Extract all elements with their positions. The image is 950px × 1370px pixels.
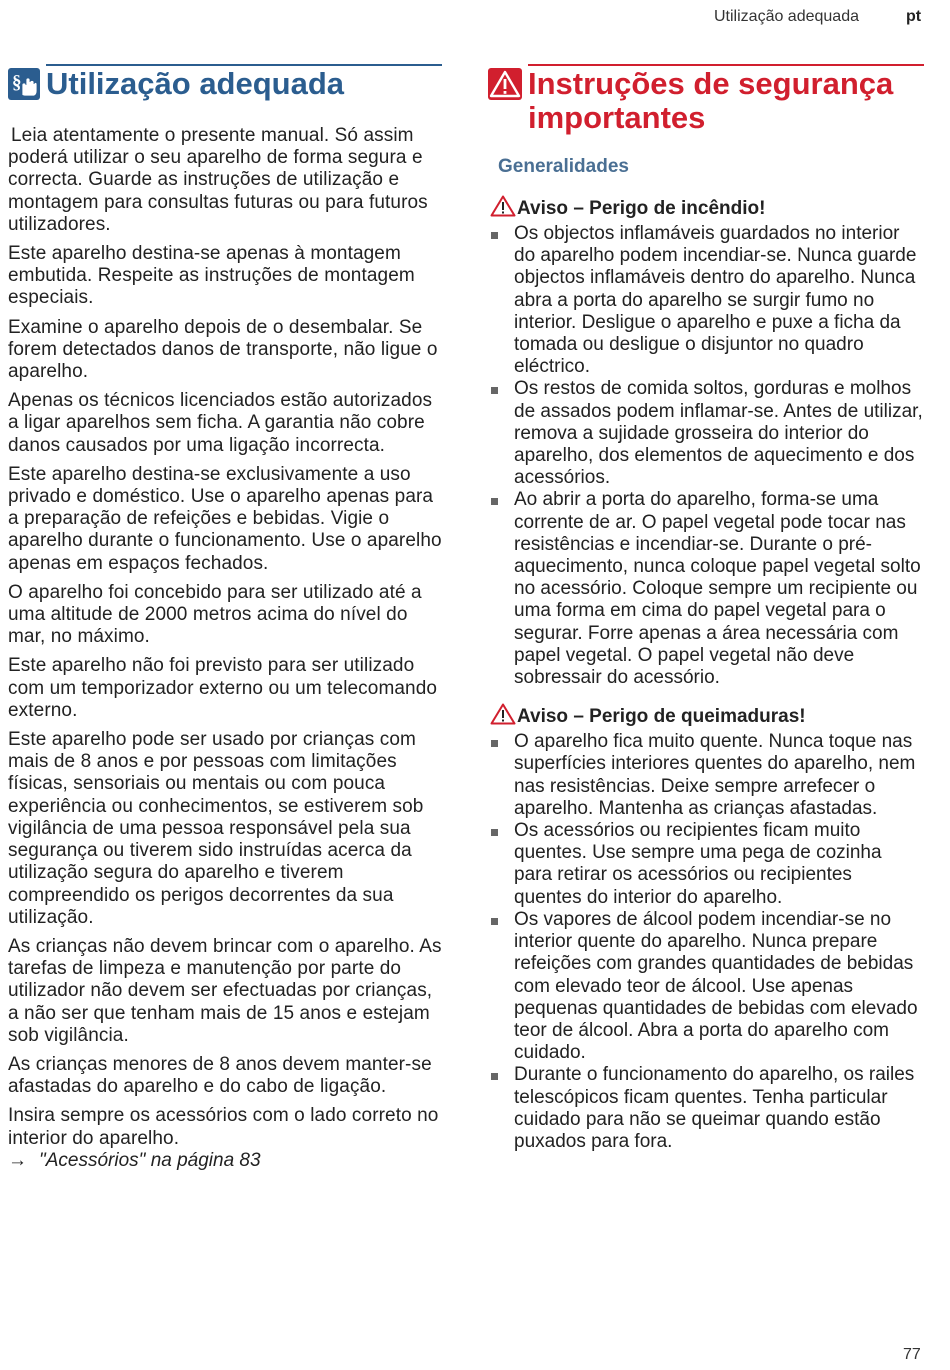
list-item [488, 223, 924, 378]
svg-text:§: § [12, 72, 22, 93]
warning-icon [490, 703, 516, 731]
warning-title-burns [490, 703, 924, 731]
list-item-text: Durante o funcionamento do aparelho, os railes telescópicos ficam quentes. Tenha particular cuidado para não se queimar quando estão puxados para fora. [514, 1064, 915, 1152]
warning-list-burns [488, 731, 924, 1153]
list-item-text: Os restos de comida soltos, gorduras e molhos de assados podem inflamar-se. Antes de utilizar, remova a sujidade grosseira do interior do aparelho, dos elementos de aquecimento e dos acessórios. [514, 378, 923, 489]
paragraph: As crianças não devem brincar com o aparelho. As tarefas de limpeza e manutenção por parte do utilizador não devem ser efectuadas por crianças, a não ser que tenham mais de 15 anos e estejam sob vigilância. [8, 935, 442, 1046]
subheading: Generalidades [498, 156, 629, 177]
left-column [8, 64, 442, 1172]
paragraph: As crianças menores de 8 anos devem manter-se afastadas do aparelho e do cabo de ligação. [8, 1053, 432, 1098]
list-item [488, 731, 924, 820]
bullet-square-icon [491, 918, 498, 925]
paragraph: Leia atentamente o presente manual. Só assim poderá utilizar o seu aparelho de forma segura e correcta. Guarde as instruções de utilização e montagem para consultas futuras ou para futuros utilizadores. [8, 125, 428, 235]
list-item-text: Ao abrir a porta do aparelho, forma-se uma corrente de ar. O papel vegetal pode tocar nas resistências e incendiar-se. Durante o pré-aquecimento, nunca coloque papel vegetal solto no acessório. Coloque sempre um recipiente ou uma forma em cima do papel vegetal para o segurar. Forre apenas a área necessária com papel vegetal. O papel vegetal não deve sobressair do acessório. [514, 489, 921, 689]
list-item [488, 909, 924, 1064]
paragraph: Este aparelho não foi previsto para ser utilizado com um temporizador externo ou um telecomando externo. [8, 655, 438, 721]
warning-list-fire [488, 223, 924, 689]
paragraph: Apenas os técnicos licenciados estão autorizados a ligar aparelhos sem ficha. A garantia não cobre danos causados por uma ligação incorrecta. [8, 390, 433, 456]
section-heading [8, 67, 442, 107]
warning-icon [490, 195, 516, 223]
cross-reference-link[interactable] [8, 1150, 442, 1172]
cross-reference-text: "Acessórios" na página 83 [39, 1149, 261, 1171]
list-item [488, 1064, 924, 1153]
paragraph: Este aparelho pode ser usado por crianças com mais de 8 anos e por pessoas com limitações físicas, sensoriais ou mentais ou com pouca experiência ou conhecimentos, se estiverem sob vigilância de uma pessoa responsável pela sua segurança ou tiverem sido instruídas acerca da utilização segura do aparelho e tiverem compreendido os perigos decorrentes da sua utilização. [8, 729, 424, 928]
bullet-square-icon [491, 1073, 498, 1080]
safety-heading [488, 67, 924, 135]
paragraph: Insira sempre os acessórios com o lado correto no interior do aparelho. [8, 1105, 439, 1149]
bullet-square-icon [491, 829, 498, 836]
bullet-square-icon [491, 232, 498, 239]
section-heading-text: Utilização adequada [46, 66, 345, 101]
list-item [488, 378, 924, 489]
warning-title-fire [490, 195, 924, 223]
warning-title-text: Aviso – Perigo de incêndio! [517, 198, 766, 219]
page-number: 77 [903, 1346, 921, 1363]
paragraph: O aparelho foi concebido para ser utilizado até a uma altitude de 2000 metros acima do nível do mar, no máximo. [8, 581, 422, 648]
running-header-title: Utilização adequada [714, 8, 859, 25]
safety-heading-line1: Instruções de segurança [528, 66, 894, 101]
language-label: pt [906, 8, 922, 25]
right-column [488, 64, 924, 1153]
warning-title-text: Aviso – Perigo de queimaduras! [517, 706, 806, 728]
list-item-text: Os objectos inflamáveis guardados no interior do aparelho podem incendiar-se. Nunca guarde objectos inflamáveis dentro do aparelho. Nunca abra a porta do aparelho se surgir fumo no interior. Desligue o aparelho e puxe a ficha da tomada ou desligue o disjuntor no quadro eléctrico. [514, 223, 917, 378]
paragraph: Este aparelho destina-se apenas à montagem embutida. Respeite as instruções de montagem especiais. [8, 243, 415, 309]
bullet-square-icon [491, 387, 498, 394]
section-hand-icon [8, 68, 40, 107]
arrow-right-icon: → [8, 1149, 27, 1171]
safety-heading-line2: importantes [528, 100, 706, 135]
list-item [488, 489, 924, 689]
warning-triangle-icon [488, 68, 522, 107]
list-item-text: Os vapores de álcool podem incendiar-se no interior quente do aparelho. Nunca prepare refeições com grandes quantidades de bebidas com elevado teor de álcool. Use apenas pequenas quantidades de bebidas com elevado teor de álcool. Abra a porta do aparelho com cuidado. [514, 908, 918, 1064]
paragraph: Este aparelho destina-se exclusivamente a uso privado e doméstico. Use o aparelho apenas para a preparação de refeições e bebidas. Vigie o aparelho durante o funcionamento. Use o aparelho apenas em espaços fechados. [8, 463, 442, 574]
list-item-text: O aparelho fica muito quente. Nunca toque nas superfícies interiores quentes do aparelho, nem nas resistências. Deixe sempre arrefecer o aparelho. Mantenha as crianças afastadas. [514, 731, 916, 819]
list-item-text: Os acessórios ou recipientes ficam muito quentes. Use sempre uma pega de cozinha para retirar os acessórios ou recipientes quentes do interior do aparelho. [514, 820, 882, 908]
bullet-square-icon [491, 740, 498, 747]
list-item [488, 820, 924, 909]
paragraph: Examine o aparelho depois de o desembalar. Se forem detectados danos de transporte, não ligue o aparelho. [8, 316, 438, 383]
bullet-square-icon [491, 498, 498, 505]
